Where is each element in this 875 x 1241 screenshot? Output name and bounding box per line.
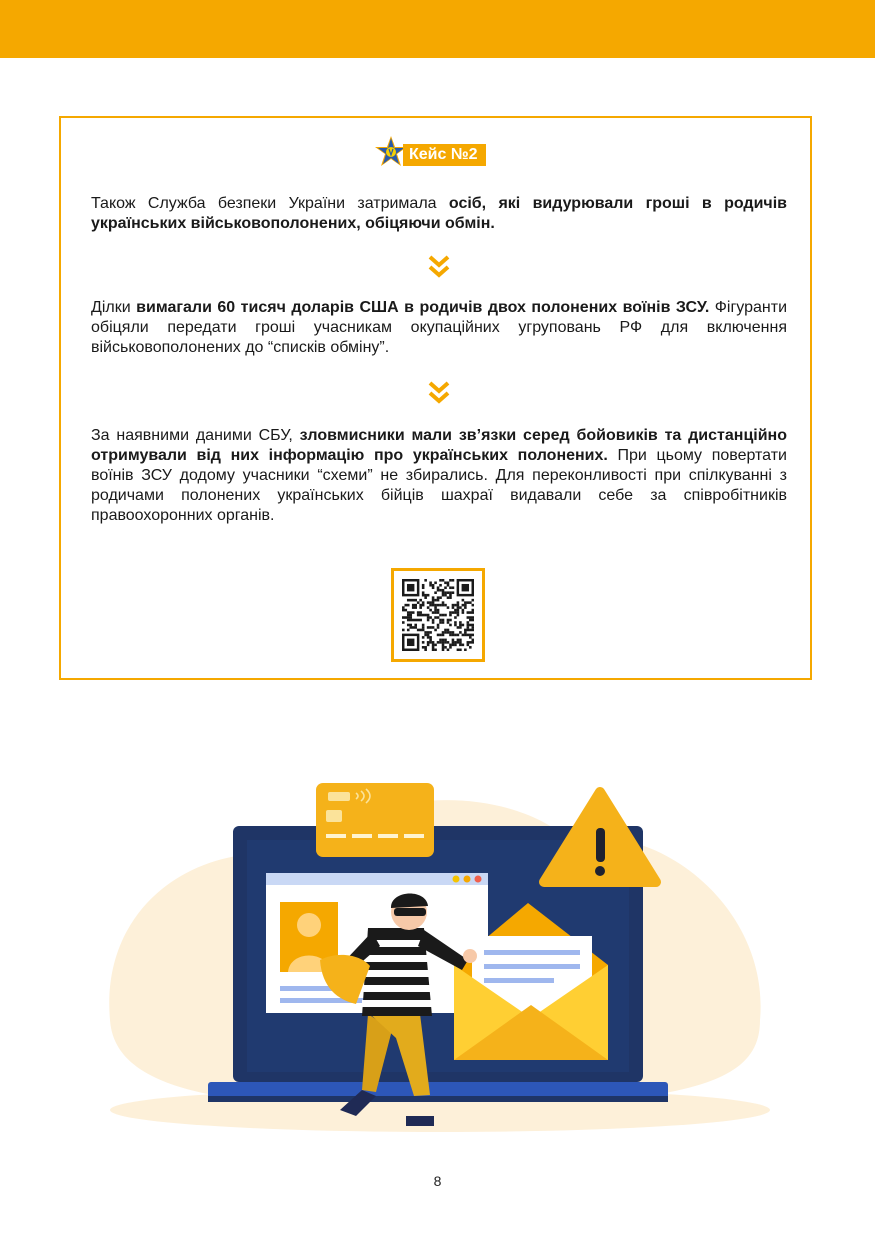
case-badge xyxy=(373,142,503,168)
case-paragraph-2: Ділки вимагали 60 тисяч доларів США в родичів двох полонених воїнів ЗСУ. Фігуранти обіцяли передати гроші учасникам окупаційних угруповань РФ для включення військовополонених до “списків обміну”. xyxy=(91,299,788,356)
qr-code[interactable] xyxy=(391,568,485,662)
chevron-down-icon xyxy=(427,254,451,280)
scam-illustration xyxy=(100,760,780,1140)
qr-code-pattern xyxy=(402,579,474,651)
case-paragraph-3: За наявними даними СБУ, зловмисники мали зв’язки серед бойовиків та дистанційно отримували від них інформацію про українських полонених. При цьому повертати воїнів ЗСУ додому учасники “схеми” не збирались. Для переконливості при спілкуванні з родичами полонених українських бійців шахраї видавали себе за співробітників правоохоронних органів. xyxy=(91,427,787,524)
case-badge-label: Кейс №2 xyxy=(403,144,486,166)
chevron-down-icon xyxy=(427,380,451,406)
top-banner xyxy=(0,0,875,58)
page-number: 8 xyxy=(433,1173,442,1189)
case-paragraph-1: Також Служба безпеки України затримала осіб, які видурювали гроші в родичів українських військовополонених, обіцяючи обмін. xyxy=(91,195,787,232)
case-box xyxy=(59,116,812,680)
